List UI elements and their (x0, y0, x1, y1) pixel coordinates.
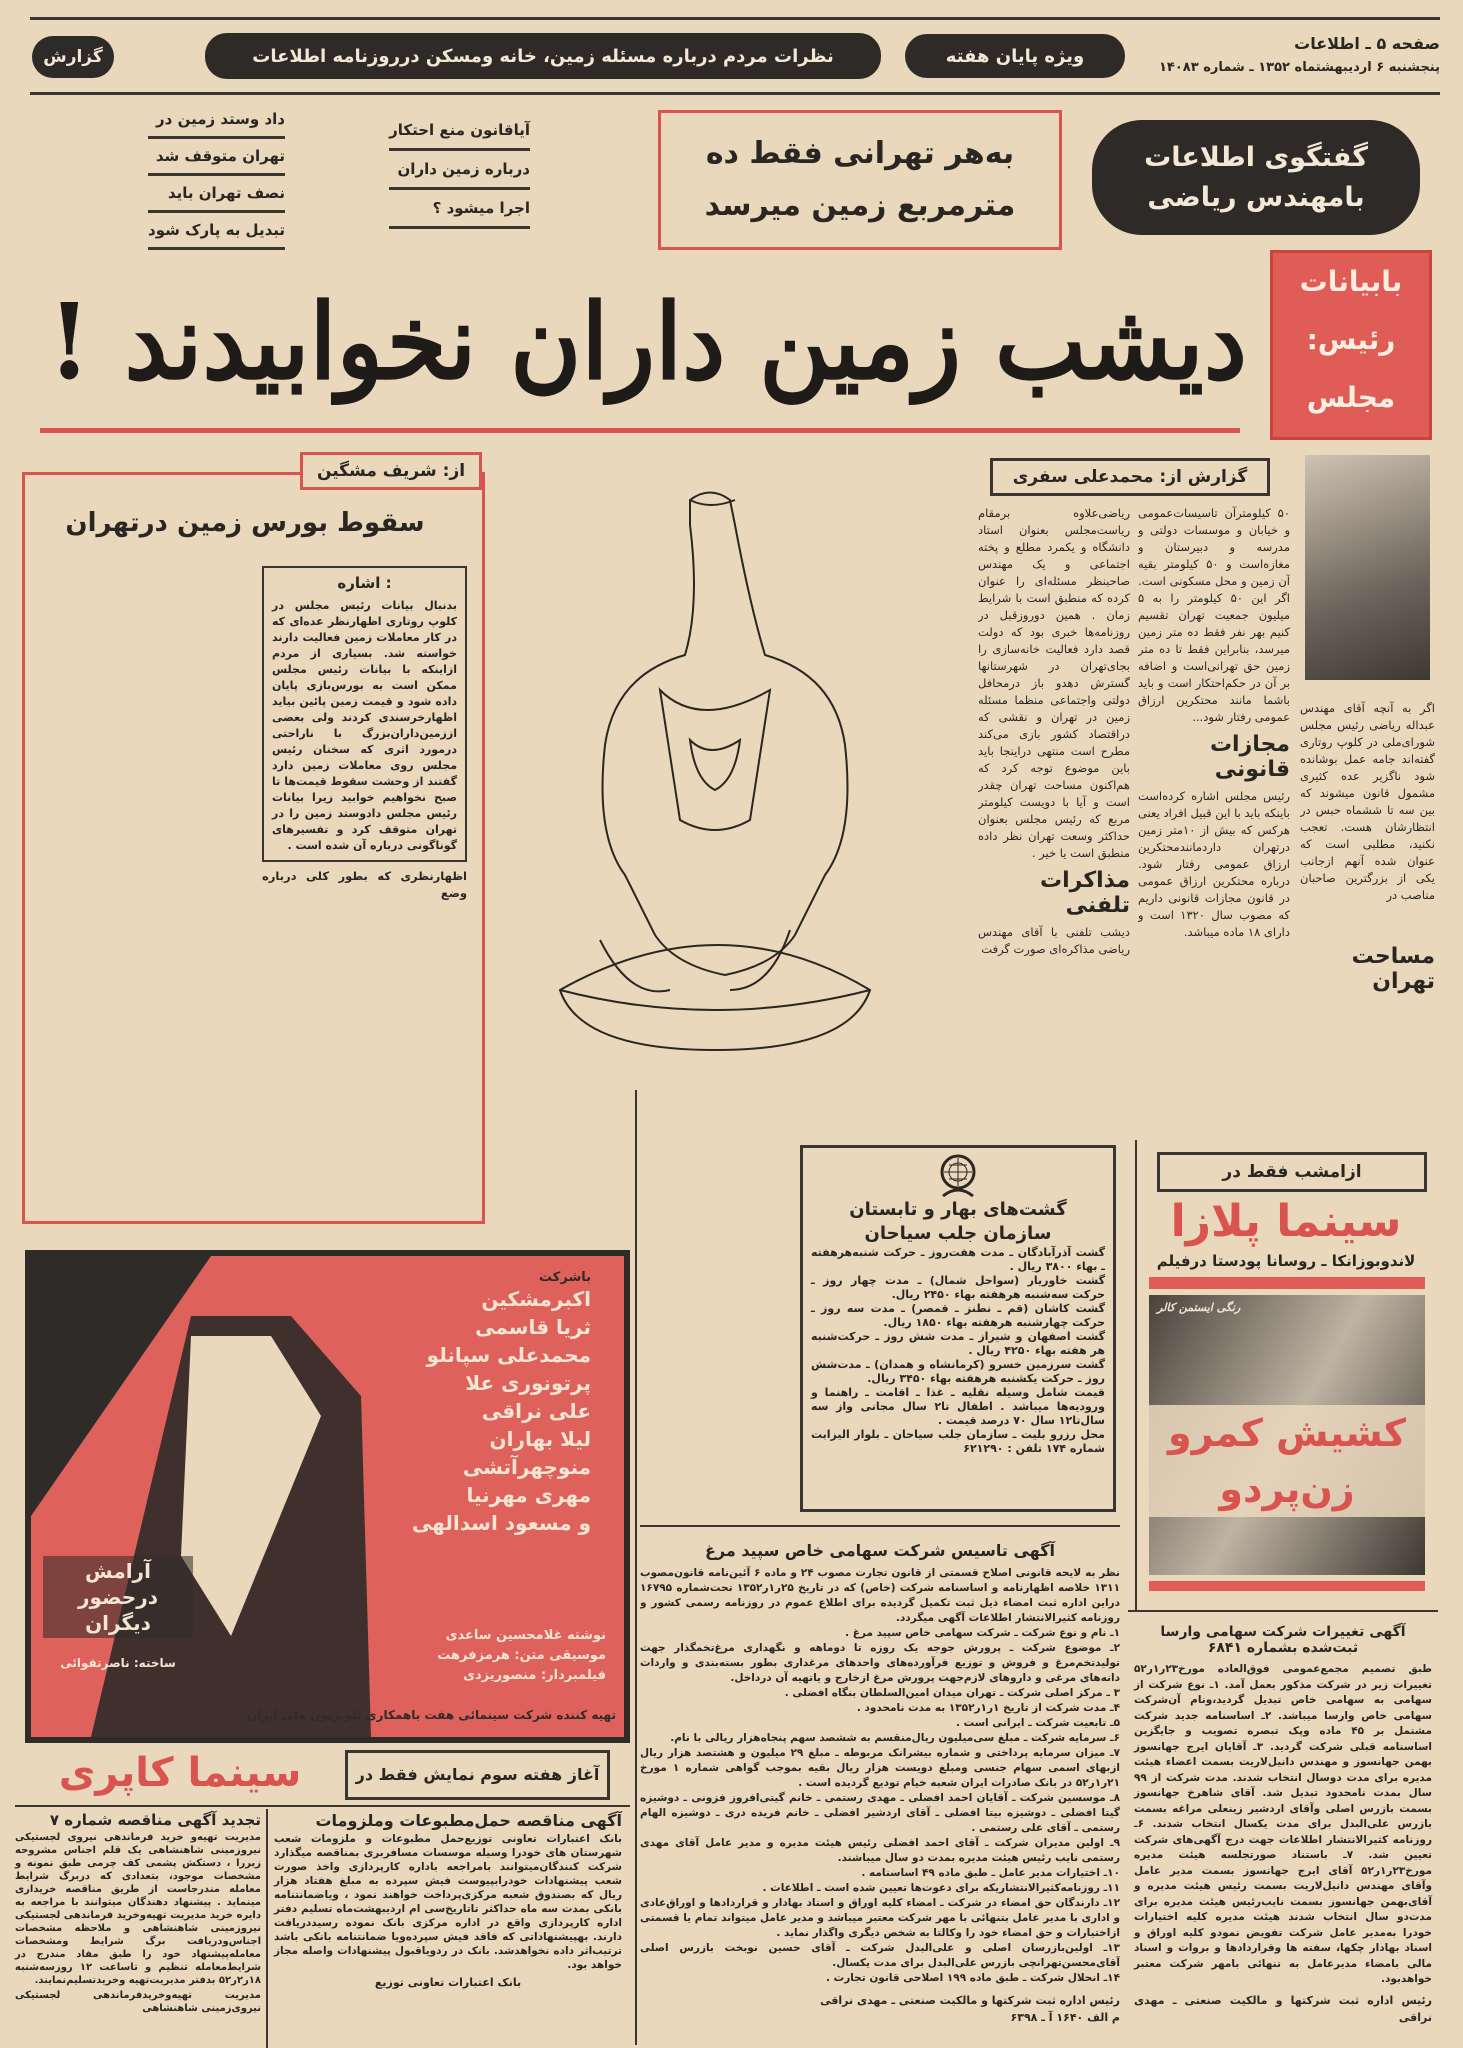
cast-member: علی نراقی (481, 1399, 591, 1423)
divider (15, 1805, 630, 1807)
right-col-1 (1138, 505, 1290, 1125)
monopoly-headline (389, 112, 530, 229)
headline-line: نصف تهران باید (148, 176, 285, 213)
cinema-plaza: سینما پلازا (1170, 1196, 1402, 1247)
notice-item: ۶ـ سرمایه شرکت ـ مبلغ سی‌میلیون ریال‌منقسم به ششصد سهم پنجاه‌هزار ریالی با نام. (670, 1732, 1120, 1744)
speaker-line: رئیس: (1306, 323, 1396, 356)
tour-item: گشت آذرآبادگان ـ مدت هفت‌روز ـ حرکت شنبه‌هرهفته ـ بهاء ۳۸۰۰ ریال . (811, 1246, 1105, 1273)
article-text: اگر به آنچه آقای مهندس عبداله ریاضی رئیس مجلس شورای‌ملی در کلوپ روتاری گفته‌اند جامه عمل بوشانده شود ناگزیر عده کثیری مشمول قانون میشوند که بین سه تا ششماه حبس در انتظارشان هست. تعجب نکنید، مطلبی است که عنوان شده آنهم ازجانب یکی از بزرگترین صاحبان مناصب در (1300, 701, 1435, 902)
tour-title-line: سازمان جلب سیاحان (864, 1223, 1052, 1244)
speaker-line: مجلس (1306, 381, 1396, 414)
globe-logo-icon (933, 1152, 983, 1198)
notice-item: ۳ ـ مرکز اصلی شرکت ـ تهران میدان امین‌السلطان بنگاه افضلی . (784, 1687, 1120, 1699)
headline-red-rule (40, 428, 1240, 433)
plaza-ad (1135, 1140, 1435, 1610)
notice-title: آگهی تغییرات شرکت سهامی وارسا ثبت‌شده بشماره ۶۸۴۱ (1160, 1624, 1406, 1656)
tour-item: گشت کاشان (قم ـ نطنز ـ قمصر) ـ مدت سه روز ـ حرکت چهارشنبه هرهفته بهاء ۱۸۵۰ ریال. (811, 1302, 1105, 1329)
film-director: ساخته: ناصرتقوائی (60, 1656, 176, 1670)
film-stars: لاندوبوزانکا ـ روسانا پودستا درفیلم (1156, 1252, 1416, 1270)
note-box (262, 566, 467, 862)
red-bar (1149, 1277, 1425, 1289)
tour-item: گشت سرزمین خسرو (کرمانشاه و همدان) ـ مدت‌شش روز ـ حرکت یکشنبه هرهفته بهاء ۳۴۵۰ ریال. (811, 1358, 1105, 1385)
notice-ref: م الف ۱۶۴۰ آ ـ ۶۳۹۸ (1010, 2011, 1120, 2024)
article-text: دیشب تلفنی با آقای مهندس ریاضی مذاکره‌ای صورت گرفت (978, 925, 1130, 956)
notice-varsa (1128, 1610, 1438, 2045)
header-rule (30, 92, 1440, 95)
notice-item: ۱۳ـ اولین‌بازرسان اصلی و علی‌البدل شرکت ـ آقای حسین نوبخت بازرس اصلی آقای‌محسن‌تهرانچی بازرس علی‌البدل برای مدت یکسال. (640, 1942, 1120, 1969)
tour-item: گشت اصفهان و شیراز ـ مدت شش روز ـ حرکت‌شنبه هر هفته بهاء ۴۲۵۰ ریال . (811, 1330, 1105, 1357)
film-title-line: زن‌پردو (1219, 1467, 1355, 1511)
date-line: پنجشنبه ۶ اردیبهشتماه ۱۳۵۲ ـ شماره ۱۴۰۸۳ (1159, 60, 1440, 75)
cast-member: ثریا قاسمی (475, 1315, 591, 1339)
tender-title: تجدید آگهی مناقصه شماره ۷ (49, 1811, 261, 1829)
right-col-3 (1300, 700, 1435, 1130)
headline-line: درباره زمین داران (389, 151, 530, 190)
left-article-text: اظهارنظری که بطور کلی درباره وضع (262, 869, 467, 900)
tender-title: آگهی مناقصه حمل‌مطبوعات وملزومات (315, 1811, 622, 1830)
cast-member: محمدعلی سپانلو (426, 1343, 591, 1367)
notice-signature: رئیس اداره ثبت شرکتها و مالکیت صنعتی ـ مهدی نراقی (1134, 1993, 1432, 2024)
tour-ad (800, 1145, 1116, 1512)
headline-line: داد وستد زمین در (148, 102, 285, 139)
headline-line: آیاقانون منع احتکار (389, 112, 530, 151)
notice-item: ۱۲ـ دارندگان حق امضاء در شرکت ـ امضاء کلیه اوراق و اسناد بهادار و قراردادها و اوراق‌عادی و اداری با مدیر عامل بتنهائی با مهر شرکت معتبر میباشد و مدیر عامل میتواند تمام یا قسمتی ازاختیارات و حق امضاء خود را وکالتا به شخص دیگری واگذار نماید . (640, 1897, 1120, 1939)
credit: نوشته غلامحسین ساعدی (445, 1628, 606, 1643)
main-headline: دیشب زمین داران نخوابیدند ! (48, 280, 1247, 403)
film-credits (371, 1626, 606, 1686)
notice-item: ۷ـ میزان سرمایه پرداختی و شماره بیشرانک مربوطه ـ مبلغ ۲۹ میلیون و هشتصد هزار ریال ازبهای اسمی سهام جنسی ومبلغ دویست هزار ریال بقیه بموجب گواهی شماره ۱ مورخ ۲۱ر۱ر۵۲ در بانک صادرات ایران شعبه خیام تودیع گردیده است . (640, 1747, 1120, 1789)
article-text: ۵۰ کیلومترآن تاسیسات‌عمومی و خیابان و موسسات دولتی و مدرسه و دبیرستان و مغازه‌است و ۵۰ کیلومتر بقیه آن زمین و محل مسکونی است. اگر این ۵۰ کیلومتر را به ۵ میلیون جمعیت تهران تقسیم کنیم بهر نفر فقط ده متر زمین میرسد، بنابراین فقط تا ده متر زمین حق تهرانی‌است و اضافه بر آن در حکم‌احتکار است و باید باشما مانند محتکرین ارزاق عمومی رفتار شود... (1138, 506, 1290, 724)
subheading: مذاکرات تلفنی (1040, 868, 1130, 918)
page-label: صفحه ۵ ـ اطلاعات (1294, 34, 1440, 53)
cast-member: و مسعود اسدالهی (411, 1511, 591, 1535)
left-article-stack (262, 566, 467, 902)
notice-signature: رئیس اداره ثبت شرکتها و مالکیت صنعتی ـ مهدی نراقی (820, 1994, 1120, 2007)
subheading: مساحت تهران (1351, 944, 1435, 994)
left-byline: از: شریف مشگین (300, 452, 482, 490)
cast-member: مهری مهرنیا (466, 1483, 591, 1507)
column-divider (635, 1090, 637, 2045)
film-photo (1149, 1295, 1425, 1575)
right-col-2 (978, 505, 1130, 1125)
notice-item: ۹ـ اولین مدیران شرکت ـ آقای احمد افضلی رئیس هیئت مدیره و مدیر عامل آقای مهدی رستمی نایب رئیس هیئت مدیره بمدت دو سال میباشند. (640, 1837, 1120, 1864)
tour-title (811, 1198, 1105, 1246)
film-ad (25, 1250, 630, 1743)
banner-headline (205, 33, 881, 79)
tender-7 (12, 1809, 264, 2048)
notice-text: نظر به لایحه قانونی اصلاح قسمتی از قانون تجارت مصوب ۲۴ و ماده ۶ آئین‌نامه قانون‌مصوب ۱۳۱۱ خلاصه اظهارنامه و اساسنامه شرکت (خاص) که در تاریخ ۲۵ر۱ر۱۳۵۲ تحت‌شماره ۱۶۷۹۵ دراین اداره ثبت امضاء ذیل ثبت تکمیل گردیده برای اطلاع عموم در روزنامه رسمی کشور و روزنامه کثیرالانتشار اطلاعات آگهی میگردد. (640, 1567, 1120, 1624)
article-text: رئیس مجلس اشاره کرده‌است باینکه باید با این قبیل افراد یعنی هرکس که بیش از ۱۰متر زمین درتهران داردمانندمحتکرین ارزاق عمومی رفتار شود. درباره محتکرین ارزاق عمومی در قانون مجازات قانونی داریم که مصوب سال ۱۳۲۰ است و دارای ۱۸ ماده میباشد. (1138, 789, 1290, 939)
cast-label: باشرکت (539, 1270, 591, 1285)
subheading: مجازات قانونی (1209, 732, 1290, 782)
cast-member: لیلا بهاران (489, 1427, 591, 1451)
credit: فیلمبردار: منصوریزدی (463, 1668, 606, 1683)
color-label: رنگی ایستمن کالر (1157, 1301, 1241, 1314)
weekend-badge: ویژه پایان هفته (905, 34, 1125, 78)
notice-text: طبق تصمیم مجمع‌عمومی فوق‌العاده مورخ۲۳ر۱ر۵۲ تغییرات زیر در شرکت مذکور بعمل آمد. ۱ـ نوع شرکت از سهامی به سهامی خاص تبدیل گردید،ونام آن‌شرکت سهامی خاص وارسا میباشد. ۲ـ اساسنامه جدید شرکت مشتمل بر ۴۵ ماده وپک تبصره تصویب و جایگزین اساسنامه قبلی شرکت گردید. ۳ـ آقایان ایرج جهانسوز بهمن جهانسوز و مهندس دانیل‌لاریت بسمت اعضاء هیئت مدیره برای مدت دوسال انتخاب شدند. مدت شرکت از ۹۹ سال بمدت نامحدود تبدیل شد. آقای شاهرخ جهانسوز بسمت بازرس اصلی وآقای اردشیر زینعلی مراغه بسمت بازرس علی‌البدل برای مدت یکسال انتخاب شدند. ۶ـ روزنامه کثیرالانتشار اطلاعات جهت درج آگهی‌های شرکت تعیین شد. ۷ـ باستناد صورتجلسه هیئت مدیره مورخ۲۳ر۱ر۵۲ آقای ایرج جهانسوز بسمت مدیر عامل وآقای مهندس دانیل‌لاریت بسمت رئیس هیئت مدیره و آقای‌بهمن جهانسوز بسمت نایب‌رئیس هیئت مدیره برای مدت‌دو سال انتخاب شدند هیئت مدیره کلیه اختیارات خودرا به‌مدیر عامل شرکت تفویض نمودو کلیه اوراق و اسناد بهادار چکها، سفته ها وقراردادها و بروات و اسناد مالی بامضاء مدیرعامل به تنهائی بامهر شرکت معتبر خواهدبود. (1134, 1663, 1432, 1985)
interview-badge (1092, 120, 1420, 235)
cast-member: پرتونوری علا (465, 1371, 591, 1395)
cartoon-illustration (540, 460, 885, 1090)
top-rule (30, 17, 1440, 20)
red-bar (1149, 1581, 1425, 1591)
banner-text: نظرات مردم درباره مسئله زمین، خانه ومسکن درروزنامه اطلاعات (252, 45, 834, 67)
tour-title-line: گشت‌های بهار و تابستان (849, 1199, 1067, 1220)
left-article-title: سقوط بورس زمین درتهران (65, 508, 425, 538)
right-byline: گزارش از: محمدعلی سفری (990, 458, 1270, 496)
film-producer: تهیه کننده شرکت سینمائی هفت باهمکاری تلویزیون ملی ایران (246, 1708, 616, 1722)
mid-text-column (640, 1090, 790, 1470)
note-text: بدنبال بیانات رئیس مجلس در کلوپ روتاری اظهارنظر عده‌ای که در کار معاملات زمین فعالیت دارند خواسته شد. بسیاری از مردم ازاینکه با بیانات رئیس مجلس ممکن است به بورس‌بازی پایان داده شود و قیمت زمین پائین بیاید اظهارخرسندی کردند ولی بعضی اززمین‌داران‌بزرگ با ناراحتی درمورد اثری که سخنان رئیس مجلس روی معاملات زمین دارد گفتند از وحشت سقوط قیمت‌ها تا صبح نخواهیم خوابید زیرا بیانات رئیس مجلس دادوستد زمین را در تهران متوقف کرد و تفسیرهای گوناگونی درباره آن شده است . (272, 599, 457, 852)
notice-item: ۱۰ـ اختیارات مدیر عامل ـ طبق ماده ۴۹ اساسنامه . (861, 1867, 1120, 1879)
headline-line: تهران متوقف شد (148, 139, 285, 176)
trade-headline (148, 102, 285, 250)
notice-item: ۱۴ـ انحلال شرکت ـ طبق ماده ۱۹۹ اصلاحی قانون تجارت . (826, 1972, 1120, 1984)
ten-meters-headline (658, 110, 1062, 250)
tender-text: بانک اعتبارات تعاونی توزیع‌حمل مطبوعات و ملزومات شعب شهرستان های خودرا وسیله موسسات مسافربری بمناقصه میگذارد شرکت کنندگان‌میتوانند بامراجعه باداره کارپردازی واخذ صورت شعب پیشنهادات خودرابپیوست فیش سپرده به مبلغ هفتاد هزار ریال که بصندوق شعبه مرکزی‌پرداخت خواهند نمود ، ویاضمانتنامه بانکی بمدت سه ماه حداکثر تاتاریخ‌سی ام اردیبهشت‌ماه تسلیم دفتر اداره کارپردازی واقع در اداره مرکزی بانک نموده رسیددریافت دارند. بهپیشنهاداتی که فاقد فیش سپرده‌ویا ضمانتنامه بانکی باشد ترتیب‌اثر داده نخواهدشد. بانک در ردویاقبول پیشنهادات واصله مجاز خواهد بود. (274, 1833, 622, 1971)
notice-title: آگهی تاسیس شرکت سهامی خاص سپید مرغ (704, 1541, 1056, 1560)
tour-item: قیمت شامل وسیله نقلیه ـ غذا ـ اقامت ـ راهنما و ورودیه‌ها میباشد . اطفال تا۲ سال مجانی واز سه سال‌تا۱۲ سال ۷۰ درصد قیمت . (811, 1386, 1105, 1427)
notice-item: ۱۱ـ روزنامه‌کثیرالانتشاریکه برای دعوت‌ها تعیین شده است ـ اطلاعات . (762, 1882, 1120, 1894)
note-title: اشاره : (337, 574, 392, 592)
interview-text: گفتگوی اطلاعات بامهندس ریاضی (1144, 141, 1368, 213)
notice-item: ۵ـ تابعیت شرکت ـ ایرانی است . (955, 1717, 1120, 1729)
tender-text: مدیریت تهیه‌و خرید فرماندهی نیروی لجستیکی نیروزمینی شاهنشاهی یک قلم اجناس مشروحه زیررا ، دستکش پشمی کف چرمی طبق نمونه و مشخصات موجود، بتعدادی که دربرگ شرایط معامله مندرجاست از طریق مناقصه خریداری مینماید . پیشنهاد دهندگان میتوانند با مراجعه به دایره خرید مدیریت تهیه‌وخرید فرماندهی لجستیکی نیروزمینی شاهنشاهی و ملاحظه مشخصات اجناس‌ودریافت برگ شرایط ومشخصات معامله‌پیشنهاد خود را طبق مفاد مندرج در شرایط‌معامله تنظیم و تاساعت ۱۲ روزسه‌شنبه ۱۸ر۲ر۵۲ بدفتر مدیریت‌تهیه وخریدتسلیم‌نمایند. (15, 1832, 261, 1986)
tour-item: محل رزرو بلیت ـ سازمان جلب سیاحان ـ بلوار الیزابت شماره ۱۷۴ تلفن : ۶۲۱۲۹۰ (811, 1428, 1105, 1455)
tender-signature: مدیریت تهیه‌وخریدفرماندهی لجستیکی نیروی‌زمینی شاهنشاهی (15, 1990, 261, 2014)
cast-list (361, 1270, 591, 1537)
capri-box: آغاز هفته سوم نمایش فقط در (345, 1750, 610, 1800)
headline-line: اجرا میشود ؟ (389, 190, 530, 229)
speaker-photo (1305, 455, 1430, 680)
tour-item: گشت خاوریار (سواحل شمال) ـ مدت چهار روز ـ حرکت سه‌شنبه هرهفته بهاء ۲۴۵۰ ریال. (811, 1274, 1105, 1301)
speaker-line: بابیانات (1299, 265, 1403, 298)
film-title-line: کشیش کمرو (1167, 1411, 1407, 1455)
headline-line: به‌هر تهرانی فقط ده (705, 136, 1015, 171)
main-headline-wrap (40, 262, 1255, 422)
headline-line: تبدیل به پارک شود (148, 213, 285, 250)
cast-member: منوچهرآتشی (462, 1455, 591, 1479)
tender-signature: بانک اعتبارات تعاونی توزیع (374, 1976, 522, 1989)
notice-item: ۴ـ مدت شرکت از تاریخ ۱ر۱ر۱۳۵۲ به مدت نامحدود . (856, 1702, 1120, 1714)
notice-item: ۸ـ موسسین شرکت ـ آقایان احمد افضلی ـ مهدی رستمی ـ خانم گیتی‌افروز فزونی ـ دوشیزه گیتا افضلی ـ دوشیزه بیتا افضلی ـ آقای اردشیر افضلی ـ خانم فریده دری ـ دوشیزه الهام رستمی ـ آقای علی رستمی . (640, 1792, 1120, 1834)
section-badge: گزارش (32, 36, 114, 78)
notice-item: ۲ـ موضوع شرکت ـ پرورش جوجه یک روزه تا دوماهه و نگهداری مرغ‌تخمگذار جهت تولیدتخم‌مرغ و فروش و توزیع فرآورده‌های واحدهای مرغداری بطور بسته‌بندی و واردات دانه‌های مرغی و داروهای لازم‌جهت پرورش مرغ ازخارج و یاتهیه آن درداخل. (640, 1642, 1120, 1684)
speaker-box (1270, 250, 1432, 440)
tonight-box: ازامشب فقط در (1157, 1152, 1427, 1192)
cast-member: اکبرمشکین (481, 1287, 591, 1311)
credit: موسیقی متن: هرمزفرهت (437, 1648, 606, 1663)
tender-print (266, 1809, 628, 2048)
headline-line: مترمربع زمین میرسد (704, 188, 1016, 223)
article-text: ریاضی‌علاوه برمقام ریاست‌مجلس بعنوان استاد دانشگاه و یکمرد مطلع و پخته اجتماعی و یک مهندس صاحبنظر مسئله‌ای را عنوان کرده که منطبق است با شرایط زمان . همین دوروزقبل در روزنامه‌ها خبری بود که دولت قصد دارد فعالیت خانه‌سازی را بجای‌تهران در شهرستانها گسترش دهدو باز درمحافل دولتی واجتماعی منظما مسئله زمین در تهران و نقشی که دراقتصاد کشور بازی می‌کند مطرح است منتهی دراینجا باید باین موضوع توجه کرد که هم‌اکنون مساحت تهران چقدر است و آیا با دویست کیلومتر مربع که رئیس مجلس بعنوان حداکثر وسعت تهران نظر داده منطبق است یا خیر . (978, 506, 1130, 860)
film-title: آرامش درحضور دیگران (43, 1556, 193, 1638)
notice-item: ۱ـ نام و نوع شرکت ـ شرکت سهامی خاص سپید مرغ . (845, 1627, 1120, 1639)
notice-sepid (640, 1525, 1120, 2045)
film-title (1149, 1405, 1425, 1517)
cinema-capri: سینما کاپری (58, 1750, 302, 1796)
